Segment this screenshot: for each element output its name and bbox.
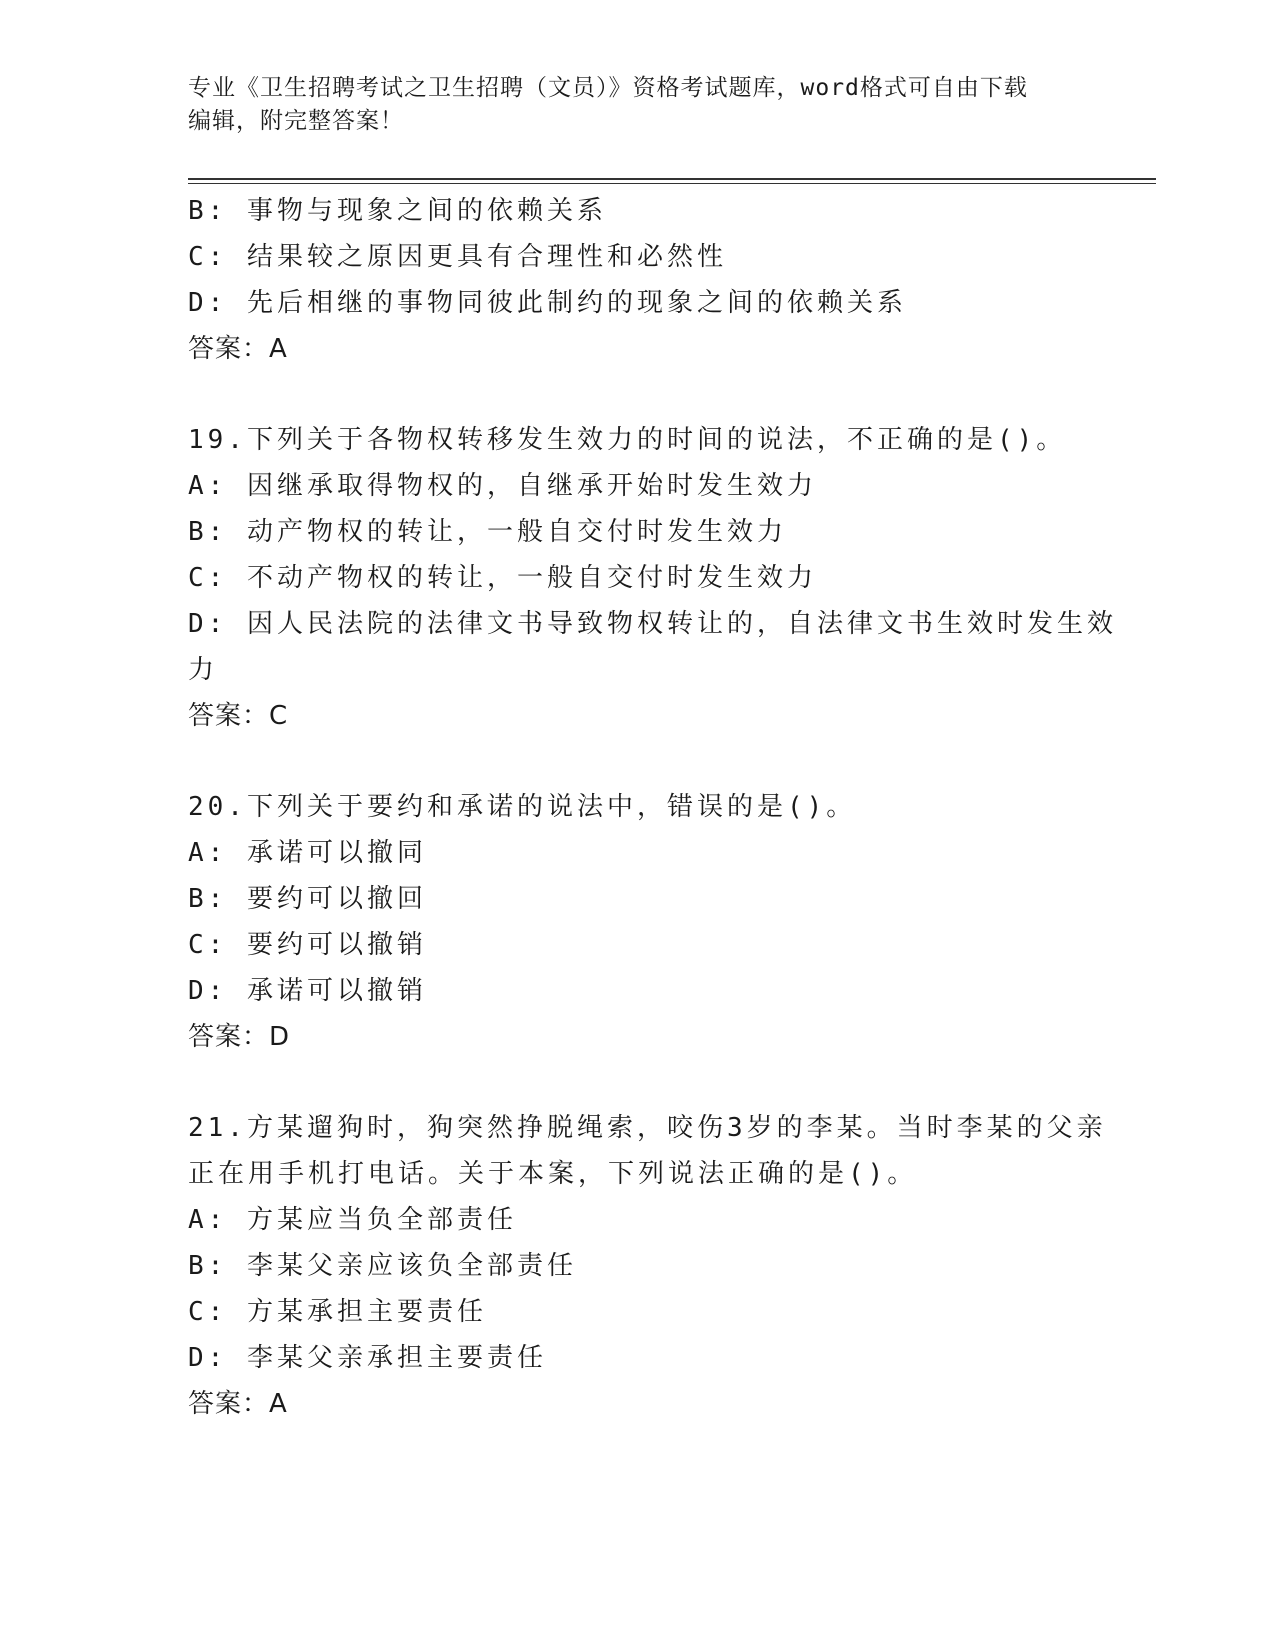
question-stem-line-1: 21.方某遛狗时，狗突然挣脱绳索，咬伤3岁的李某。当时李某的父亲 [188, 1113, 1107, 1143]
option-a: A: 因继承取得物权的，自继承开始时发生效力 [188, 471, 817, 501]
header-rule-thick [188, 178, 1156, 180]
answer-line: 答案：D [188, 1022, 291, 1052]
header-line-1: 专业《卫生招聘考试之卫生招聘（文员）》资格考试题库，word格式可自由下载 [188, 75, 1028, 101]
option-d: D: 先后相继的事物同彼此制约的现象之间的依赖关系 [188, 288, 907, 318]
spacer [188, 372, 1088, 417]
question-block-20 [188, 784, 1088, 1060]
answer-line: 答案：A [188, 1389, 288, 1419]
answer-line: 答案：A [188, 334, 288, 364]
option-a: A: 方某应当负全部责任 [188, 1205, 517, 1235]
question-block-21 [188, 1105, 1107, 1427]
answer-line: 答案：C [188, 701, 289, 731]
option-d: D: 李某父亲承担主要责任 [188, 1343, 547, 1373]
question-list [188, 188, 1117, 1427]
question-stem: 20.下列关于要约和承诺的说法中，错误的是()。 [188, 792, 857, 822]
option-d: D: 承诺可以撤销 [188, 976, 427, 1006]
option-c: C: 不动产物权的转让，一般自交付时发生效力 [188, 563, 817, 593]
spacer [188, 739, 1088, 784]
option-d: D: 因人民法院的法律文书导致物权转让的，自法律文书生效时发生效 [188, 609, 1117, 639]
document-header [188, 72, 1078, 138]
option-d-continuation: 力 [188, 655, 219, 685]
spacer [188, 1060, 1088, 1105]
option-c: C: 结果较之原因更具有合理性和必然性 [188, 242, 727, 272]
option-b: B: 事物与现象之间的依赖关系 [188, 196, 607, 226]
option-b: B: 动产物权的转让，一般自交付时发生效力 [188, 517, 787, 547]
option-b: B: 要约可以撤回 [188, 884, 427, 914]
option-c: C: 要约可以撤销 [188, 930, 427, 960]
option-a: A: 承诺可以撤同 [188, 838, 427, 868]
header-rule-thin [188, 183, 1156, 184]
question-block-18 [188, 188, 1088, 372]
question-stem-line-2: 正在用手机打电话。关于本案，下列说法正确的是()。 [188, 1159, 918, 1189]
header-line-2: 编辑，附完整答案！ [188, 108, 404, 134]
question-block-19 [188, 417, 1117, 739]
question-stem: 19.下列关于各物权转移发生效力的时间的说法，不正确的是()。 [188, 425, 1067, 455]
option-b: B: 李某父亲应该负全部责任 [188, 1251, 577, 1281]
option-c: C: 方某承担主要责任 [188, 1297, 487, 1327]
